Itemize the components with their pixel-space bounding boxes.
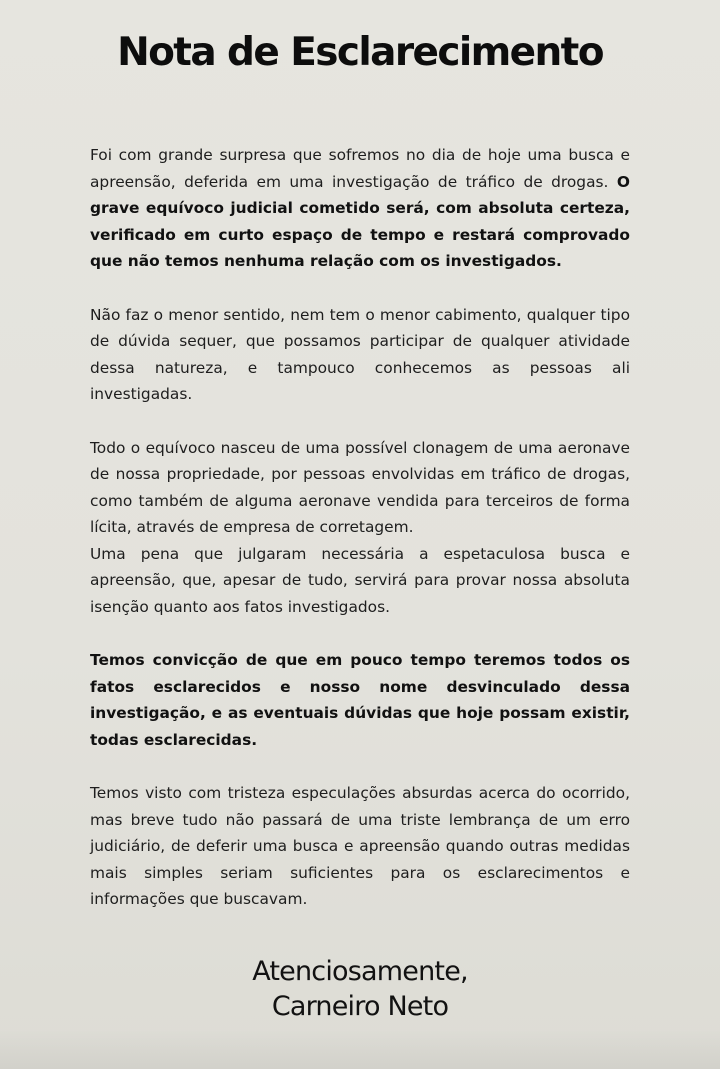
paragraph-2 — [90, 302, 630, 408]
paragraph-1-bold-text: O grave equívoco judicial cometido será, com absoluta certeza, verificado em curto espaço de tempo e restará comprovado que não temos nenhuma relação com os investigados. — [90, 172, 630, 270]
paragraph-6-text: Temos visto com tristeza especulações absurdas acerca do ocorrido, mas breve tudo não passará de uma triste lembrança de um erro judiciário, de deferir uma busca e apreensão quando outras medidas mais simples seriam suficientes para os esclarecimentos e informações que buscavam. — [90, 784, 630, 908]
paragraph-3-text: Todo o equívoco nasceu de uma possível clonagem de uma aeronave de nossa propriedade, por pessoas envolvidas em tráfico de drogas, como também de alguma aeronave vendida para terceiros de forma lícita, através de empresa de corretagem. — [90, 438, 630, 536]
paragraph-1 — [90, 142, 630, 275]
document-body — [90, 142, 630, 940]
closing-text: Atenciosamente, — [252, 956, 468, 987]
paragraph-5 — [90, 647, 630, 753]
bottom-shadow — [0, 1029, 720, 1069]
paragraph-1-text: Foi com grande surpresa que sofremos no dia de hoje uma busca e apreensão, deferida em uma investigação de tráfico de drogas. — [90, 146, 630, 191]
paragraph-3 — [90, 435, 630, 541]
paragraph-2-text: Não faz o menor sentido, nem tem o menor cabimento, qualquer tipo de dúvida sequer, que possamos participar de qualquer atividade dessa natureza, e tampouco conhecemos as pessoas ali investigadas. — [90, 305, 630, 403]
signoff-block — [0, 954, 720, 1024]
paragraph-4 — [90, 541, 630, 621]
page-title: Nota de Esclarecimento — [117, 30, 603, 75]
paragraph-4-text: Uma pena que julgaram necessária a espetaculosa busca e apreensão, que, apesar de tudo, servirá para provar nossa absoluta isenção quanto aos fatos investigados. — [90, 544, 630, 616]
paragraph-5-bold-text: Temos convicção de que em pouco tempo teremos todos os fatos esclarecidos e nosso nome desvinculado dessa investigação, e as eventuais dúvidas que hoje possam existir, todas esclarecidas. — [90, 651, 630, 749]
signature-name: Carneiro Neto — [271, 991, 449, 1022]
paragraph-6 — [90, 780, 630, 913]
